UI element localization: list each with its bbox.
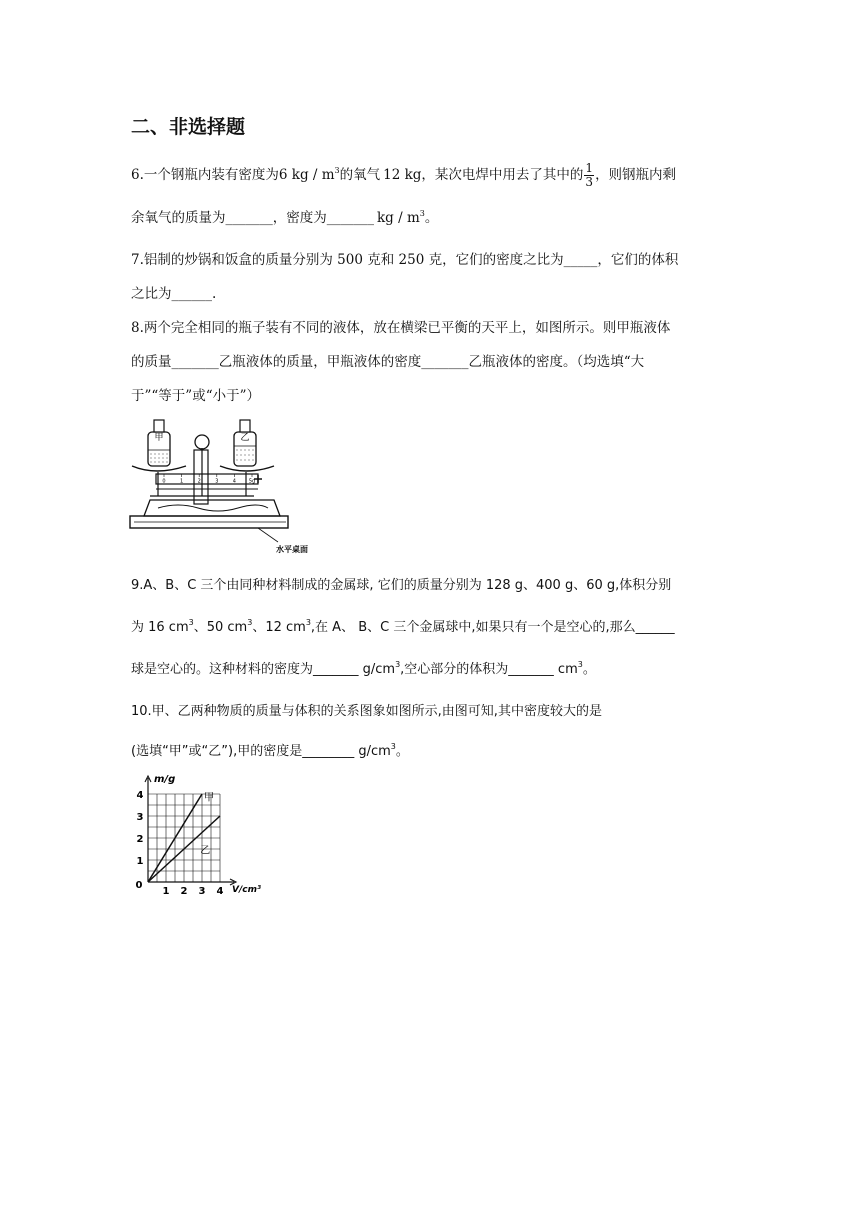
q6-text-e: ，某次电焊中用去了其中的 xyxy=(421,167,584,183)
q6-density-value: 6 kg / m xyxy=(278,167,335,183)
scale-tick-label: 3 xyxy=(215,478,219,485)
question-6-line-1 xyxy=(131,162,676,189)
q9-exp-e: 3 xyxy=(577,660,583,669)
chart-axes xyxy=(145,776,236,885)
y-tick-label: 1 xyxy=(136,856,144,867)
x-tick-label: 3 xyxy=(198,886,206,897)
bottle-label-left: 甲 xyxy=(154,433,164,443)
question-9-line-2 xyxy=(131,616,675,635)
x-tick-label: 1 xyxy=(162,886,170,897)
section-title: 二、非选择题 xyxy=(131,116,246,138)
question-7-line-1: 7.铝制的炒锅和饭盒的质量分别为 500 克和 250 克，它们的密度之比为_____，它们的体积 xyxy=(131,252,679,268)
y-tick-label: 4 xyxy=(136,790,144,801)
balance-figure xyxy=(128,416,308,556)
question-10-line-1: 10.甲、乙两种物质的质量与体积的关系图象如图所示,由图可知,其中密度较大的是 xyxy=(131,704,602,719)
q10-text-a: (选填“甲”或“乙”),甲的密度是________ g/cm xyxy=(131,744,391,759)
bottle-label-right: 乙 xyxy=(240,433,250,443)
scale-tick-label: 1 xyxy=(180,478,184,485)
scale-tick-label: 5g xyxy=(248,478,256,485)
q6-text-g: 余氧气的质量为_______，密度为_______ xyxy=(131,210,374,226)
q9-text-3a: 球是空心的。这种材料的密度为_______ g/cm xyxy=(131,662,396,677)
q9-volume-a: 为 16 cm xyxy=(131,620,189,635)
x-tick-label: 4 xyxy=(216,886,224,897)
series-label-yi: 乙 xyxy=(200,845,211,857)
fraction-numerator: 1 xyxy=(585,161,594,175)
fraction-one-third xyxy=(584,162,594,189)
scale-tick-label: 0 xyxy=(162,478,166,485)
q6-mass-value: 12 kg xyxy=(383,167,422,183)
q9-exp-d: 3 xyxy=(395,660,401,669)
q6-exp-2: 3 xyxy=(419,209,425,218)
q6-text-c: 的氧气 xyxy=(339,167,381,183)
scale-tick-label: 2 xyxy=(197,478,201,485)
question-8-line-1: 8.两个完全相同的瓶子装有不同的液体，放在横梁已平衡的天平上，如图所示。则甲瓶液体 xyxy=(131,320,671,336)
series-label-jia: 甲 xyxy=(204,792,214,804)
y-tick-label: 3 xyxy=(136,812,144,823)
y-tick-label: 2 xyxy=(136,834,144,845)
q9-text-3c: 。 xyxy=(582,662,596,677)
q6-text-i: 。 xyxy=(424,210,439,226)
question-8-line-3: 于”“等于”或“小于”） xyxy=(131,388,261,404)
q9-exp-c: 3 xyxy=(305,618,311,627)
question-9-line-3 xyxy=(131,658,596,677)
question-8-line-2: 的质量_______乙瓶液体的质量，甲瓶液体的密度_______乙瓶液体的密度。（均选填“大 xyxy=(131,354,645,370)
origin-label: 0 xyxy=(135,880,143,891)
question-10-line-2 xyxy=(131,740,409,759)
scale-ticks xyxy=(162,474,255,485)
q6-unit: kg / m xyxy=(377,210,420,226)
q9-volume-c: 、12 cm xyxy=(252,620,306,635)
q6-text-a: 6.一个钢瓶内装有密度为 xyxy=(131,167,279,183)
q10-text-b: 。 xyxy=(395,744,409,759)
x-tick-label: 2 xyxy=(180,886,188,897)
q9-exp-a: 3 xyxy=(188,618,194,627)
q6-exp-1: 3 xyxy=(334,166,340,175)
question-7-line-2: 之比为______. xyxy=(131,286,217,302)
q9-volume-b: 、50 cm xyxy=(193,620,248,635)
table-label: 水平桌面 xyxy=(276,545,308,554)
scale-tick-label: 4 xyxy=(232,478,236,485)
fraction-denominator: 3 xyxy=(585,175,594,189)
mass-volume-chart xyxy=(128,772,288,902)
q9-text-d: ,在 A、 B、C 三个金属球中,如果只有一个是空心的,那么______ xyxy=(310,620,675,635)
q9-text-3b: ,空心部分的体积为_______ cm xyxy=(400,662,578,677)
x-axis-label: V/cm³ xyxy=(232,885,261,895)
q9-exp-b: 3 xyxy=(247,618,253,627)
question-6-line-2 xyxy=(131,206,438,226)
question-9-line-1: 9.A、B、C 三个由同种材料制成的金属球, 它们的质量分别为 128 g、400 g、60 g,体积分别 xyxy=(131,578,672,593)
q10-exp: 3 xyxy=(390,742,396,751)
q6-text-f: ，则钢瓶内剩 xyxy=(595,167,677,183)
y-axis-label: m/g xyxy=(154,774,176,785)
chart-grid xyxy=(148,794,220,882)
